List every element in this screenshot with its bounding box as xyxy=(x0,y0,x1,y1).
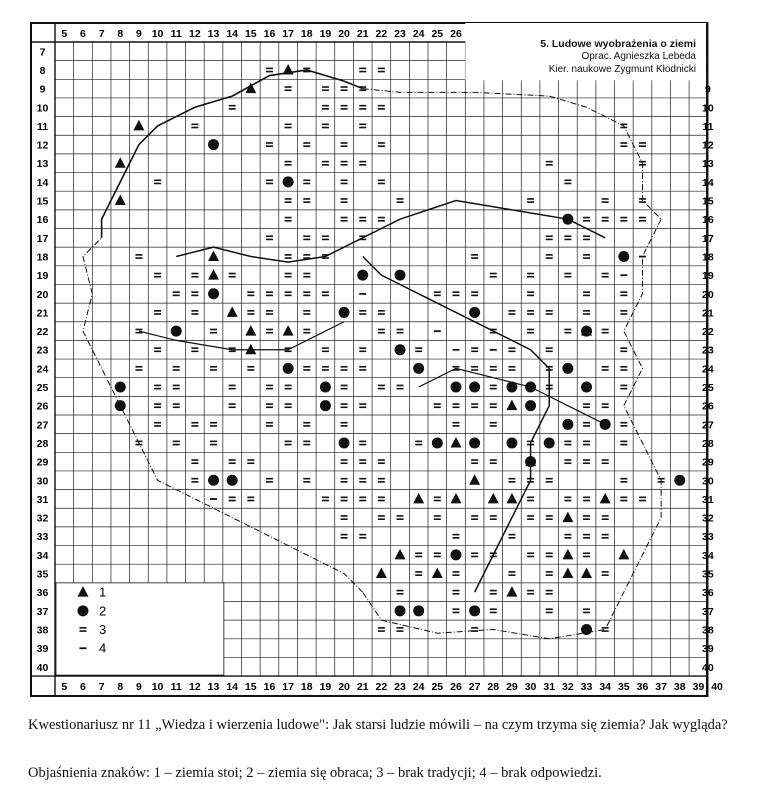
column-label-bottom: 10 xyxy=(151,681,164,694)
marker-circle xyxy=(525,382,536,393)
column-label-top: 10 xyxy=(151,28,164,40)
column-label-bottom: 21 xyxy=(356,681,369,694)
column-label-bottom: 30 xyxy=(524,681,537,694)
row-label-left: 10 xyxy=(36,102,49,115)
ethnographic-map xyxy=(30,22,723,697)
column-label-bottom: 33 xyxy=(580,681,593,694)
marker-dash xyxy=(639,256,646,258)
marker-circle xyxy=(581,326,592,337)
row-label-left: 26 xyxy=(36,400,49,413)
row-label-left: 25 xyxy=(36,382,49,395)
column-label-bottom: 6 xyxy=(80,681,86,694)
column-label-top: 24 xyxy=(412,28,425,40)
marker-circle xyxy=(674,475,685,486)
marker-circle xyxy=(562,214,573,225)
row-label-right: 31 xyxy=(702,493,714,506)
column-label-top: 17 xyxy=(282,28,294,40)
row-label-right: 32 xyxy=(702,512,714,525)
legend-circle-icon xyxy=(77,605,88,616)
marker-circle xyxy=(562,419,573,430)
marker-circle xyxy=(469,307,480,318)
row-label-left: 27 xyxy=(36,419,49,432)
column-label-top: 5 xyxy=(61,28,68,40)
row-label-left: 9 xyxy=(39,83,46,96)
row-label-left: 11 xyxy=(36,120,49,133)
row-label-left: 23 xyxy=(36,344,49,357)
column-label-bottom: 14 xyxy=(226,681,239,694)
row-label-right: 39 xyxy=(702,643,714,656)
column-label-top: 20 xyxy=(338,28,350,40)
marker-circle xyxy=(581,382,592,393)
legend-box xyxy=(56,583,224,675)
column-label-bottom: 18 xyxy=(300,681,313,694)
row-label-left: 19 xyxy=(36,270,49,283)
row-label-right: 13 xyxy=(702,158,714,171)
column-label-bottom: 27 xyxy=(468,681,481,694)
row-label-right: 34 xyxy=(702,549,714,562)
marker-dash xyxy=(452,349,459,351)
caption-legend-explanation: Objaśnienia znaków: 1 – ziemia stoi; 2 – ziemia się obraca; 3 – brak tradycji; 4 – brak odpowiedzi. xyxy=(28,765,602,781)
row-label-left: 12 xyxy=(36,139,49,152)
map-supervisor: Kier. naukowe Zygmunt Kłodnicki xyxy=(548,64,696,75)
column-label-top: 12 xyxy=(189,28,201,40)
marker-dash xyxy=(210,498,217,500)
row-label-left: 20 xyxy=(36,288,49,301)
marker-circle xyxy=(413,363,424,374)
column-label-bottom: 39 xyxy=(692,681,705,694)
row-label-right: 29 xyxy=(702,456,714,469)
legend-label: 4 xyxy=(98,640,107,656)
marker-circle xyxy=(395,605,406,616)
column-label-top: 26 xyxy=(450,28,462,40)
row-label-right: 24 xyxy=(702,363,714,376)
row-label-left: 22 xyxy=(36,326,49,339)
legend-dash-icon xyxy=(79,647,86,649)
column-label-bottom: 26 xyxy=(450,681,462,694)
marker-circle xyxy=(320,400,331,411)
column-label-top: 6 xyxy=(80,28,86,40)
marker-circle xyxy=(618,251,629,262)
marker-circle xyxy=(581,624,592,635)
column-label-bottom: 32 xyxy=(562,681,574,694)
row-label-right: 20 xyxy=(702,288,714,301)
legend-label: 1 xyxy=(98,584,107,600)
column-label-bottom: 15 xyxy=(244,681,257,694)
column-label-top: 13 xyxy=(207,28,220,40)
column-label-top: 25 xyxy=(431,28,444,40)
marker-circle xyxy=(339,437,350,448)
row-label-left: 18 xyxy=(36,251,49,264)
row-label-right: 36 xyxy=(702,587,714,600)
column-label-top: 14 xyxy=(226,28,239,40)
column-label-bottom: 38 xyxy=(673,681,686,694)
row-label-right: 38 xyxy=(702,624,714,637)
row-label-left: 17 xyxy=(36,232,49,245)
marker-circle xyxy=(227,475,238,486)
marker-circle xyxy=(469,605,480,616)
row-label-right: 23 xyxy=(702,344,714,357)
row-label-right: 33 xyxy=(702,531,714,544)
marker-circle xyxy=(432,437,443,448)
row-label-right: 19 xyxy=(702,270,714,283)
row-label-left: 7 xyxy=(39,46,46,59)
column-label-bottom: 8 xyxy=(117,681,124,694)
column-label-bottom: 36 xyxy=(636,681,649,694)
column-label-top: 18 xyxy=(300,28,313,40)
marker-circle xyxy=(506,437,517,448)
column-label-bottom: 28 xyxy=(487,681,500,694)
column-label-top: 7 xyxy=(98,28,105,40)
marker-circle xyxy=(283,176,294,187)
marker-circle xyxy=(413,605,424,616)
column-label-top: 19 xyxy=(319,28,332,40)
row-label-right: 22 xyxy=(702,326,714,339)
marker-circle xyxy=(544,437,555,448)
row-label-left: 16 xyxy=(36,214,49,227)
column-label-bottom: 20 xyxy=(338,681,350,694)
marker-circle xyxy=(395,270,406,281)
row-label-right: 30 xyxy=(702,475,714,488)
marker-circle xyxy=(115,382,126,393)
caption-question: Kwestionariusz nr 11 „Wiedza i wierzenia ludowe": Jak starsi ludzie mówili – na czym trzyma się ziemia? Jak wygląda? xyxy=(28,717,728,733)
row-label-right: 27 xyxy=(702,419,714,432)
row-label-left: 35 xyxy=(36,568,49,581)
column-label-bottom: 19 xyxy=(319,681,332,694)
marker-circle xyxy=(357,270,368,281)
column-label-bottom: 31 xyxy=(543,681,556,694)
marker-dash xyxy=(434,330,441,332)
row-label-right: 10 xyxy=(702,102,714,115)
row-label-left: 39 xyxy=(36,643,49,656)
row-label-right: 18 xyxy=(702,251,714,264)
grid xyxy=(30,22,708,697)
column-label-bottom: 12 xyxy=(189,681,201,694)
row-label-right: 26 xyxy=(702,400,714,413)
marker-dash xyxy=(490,349,497,351)
marker-dash xyxy=(620,274,627,276)
marker-circle xyxy=(283,363,294,374)
column-label-bottom: 34 xyxy=(599,681,612,694)
column-label-bottom: 17 xyxy=(282,681,294,694)
row-label-left: 38 xyxy=(36,624,49,637)
row-label-left: 40 xyxy=(36,661,49,674)
column-label-top: 22 xyxy=(375,28,388,40)
marker-circle xyxy=(208,475,219,486)
row-label-right: 37 xyxy=(702,605,714,618)
row-label-left: 28 xyxy=(36,437,49,450)
column-label-bottom: 22 xyxy=(375,681,388,694)
column-label-top: 23 xyxy=(394,28,406,40)
marker-circle xyxy=(115,400,126,411)
column-label-bottom: 37 xyxy=(655,681,667,694)
column-label-bottom: 7 xyxy=(98,681,105,694)
column-label-bottom: 11 xyxy=(170,681,182,694)
map-title: 5. Ludowe wyobrażenia o ziemi xyxy=(540,38,696,50)
row-label-left: 37 xyxy=(36,605,49,618)
row-label-left: 13 xyxy=(36,158,49,171)
marker-circle xyxy=(320,382,331,393)
legend-label: 3 xyxy=(98,621,107,637)
row-label-right: 40 xyxy=(702,661,714,674)
marker-circle xyxy=(525,400,536,411)
row-label-right: 12 xyxy=(702,139,714,152)
marker-circle xyxy=(469,437,480,448)
column-label-top: 11 xyxy=(170,28,182,40)
row-label-left: 30 xyxy=(36,475,49,488)
marker-circle xyxy=(208,139,219,150)
row-label-left: 8 xyxy=(39,64,46,77)
row-label-right: 16 xyxy=(702,214,714,227)
column-label-bottom: 5 xyxy=(61,681,68,694)
marker-circle xyxy=(450,549,461,560)
column-label-bottom: 13 xyxy=(207,681,220,694)
row-label-left: 24 xyxy=(36,363,49,376)
row-label-right: 25 xyxy=(702,382,714,395)
column-label-bottom: 16 xyxy=(263,681,276,694)
row-label-right: 11 xyxy=(702,120,714,133)
row-label-right: 21 xyxy=(702,307,714,320)
column-label-top: 8 xyxy=(117,28,124,40)
column-label-bottom: 25 xyxy=(431,681,444,694)
marker-circle xyxy=(562,363,573,374)
row-label-left: 32 xyxy=(36,512,49,525)
column-label-bottom: 23 xyxy=(394,681,406,694)
row-label-left: 34 xyxy=(36,549,49,562)
marker-dash xyxy=(359,293,366,295)
marker-circle xyxy=(339,307,350,318)
column-label-bottom: 40 xyxy=(711,681,723,694)
row-label-left: 33 xyxy=(36,531,49,544)
row-label-right: 17 xyxy=(702,232,714,245)
row-label-left: 14 xyxy=(36,176,49,189)
legend-label: 2 xyxy=(98,603,107,619)
marker-circle xyxy=(525,456,536,467)
marker-circle xyxy=(600,419,611,430)
column-label-top: 16 xyxy=(263,28,276,40)
row-label-left: 36 xyxy=(36,587,49,600)
column-label-top: 15 xyxy=(244,28,257,40)
marker-circle xyxy=(171,326,182,337)
marker-circle xyxy=(469,382,480,393)
map-author: Oprac. Agnieszka Lebeda xyxy=(581,51,696,62)
row-label-left: 31 xyxy=(36,493,49,506)
row-label-right: 14 xyxy=(702,176,714,189)
row-label-right: 15 xyxy=(702,195,714,208)
marker-circle xyxy=(506,382,517,393)
column-label-top: 9 xyxy=(136,28,142,40)
marker-circle xyxy=(395,344,406,355)
map-canvas xyxy=(30,22,723,697)
column-label-bottom: 9 xyxy=(136,681,142,694)
column-label-bottom: 35 xyxy=(617,681,630,694)
column-label-top: 21 xyxy=(356,28,369,40)
row-label-right: 9 xyxy=(704,83,711,96)
row-label-right: 28 xyxy=(702,437,714,450)
row-label-left: 29 xyxy=(36,456,49,469)
row-label-right: 35 xyxy=(702,568,714,581)
row-label-left: 21 xyxy=(36,307,49,320)
map-title-block xyxy=(536,36,700,78)
marker-circle xyxy=(208,288,219,299)
column-label-bottom: 29 xyxy=(506,681,518,694)
column-label-bottom: 24 xyxy=(412,681,425,694)
row-label-left: 15 xyxy=(36,195,49,208)
marker-circle xyxy=(450,382,461,393)
